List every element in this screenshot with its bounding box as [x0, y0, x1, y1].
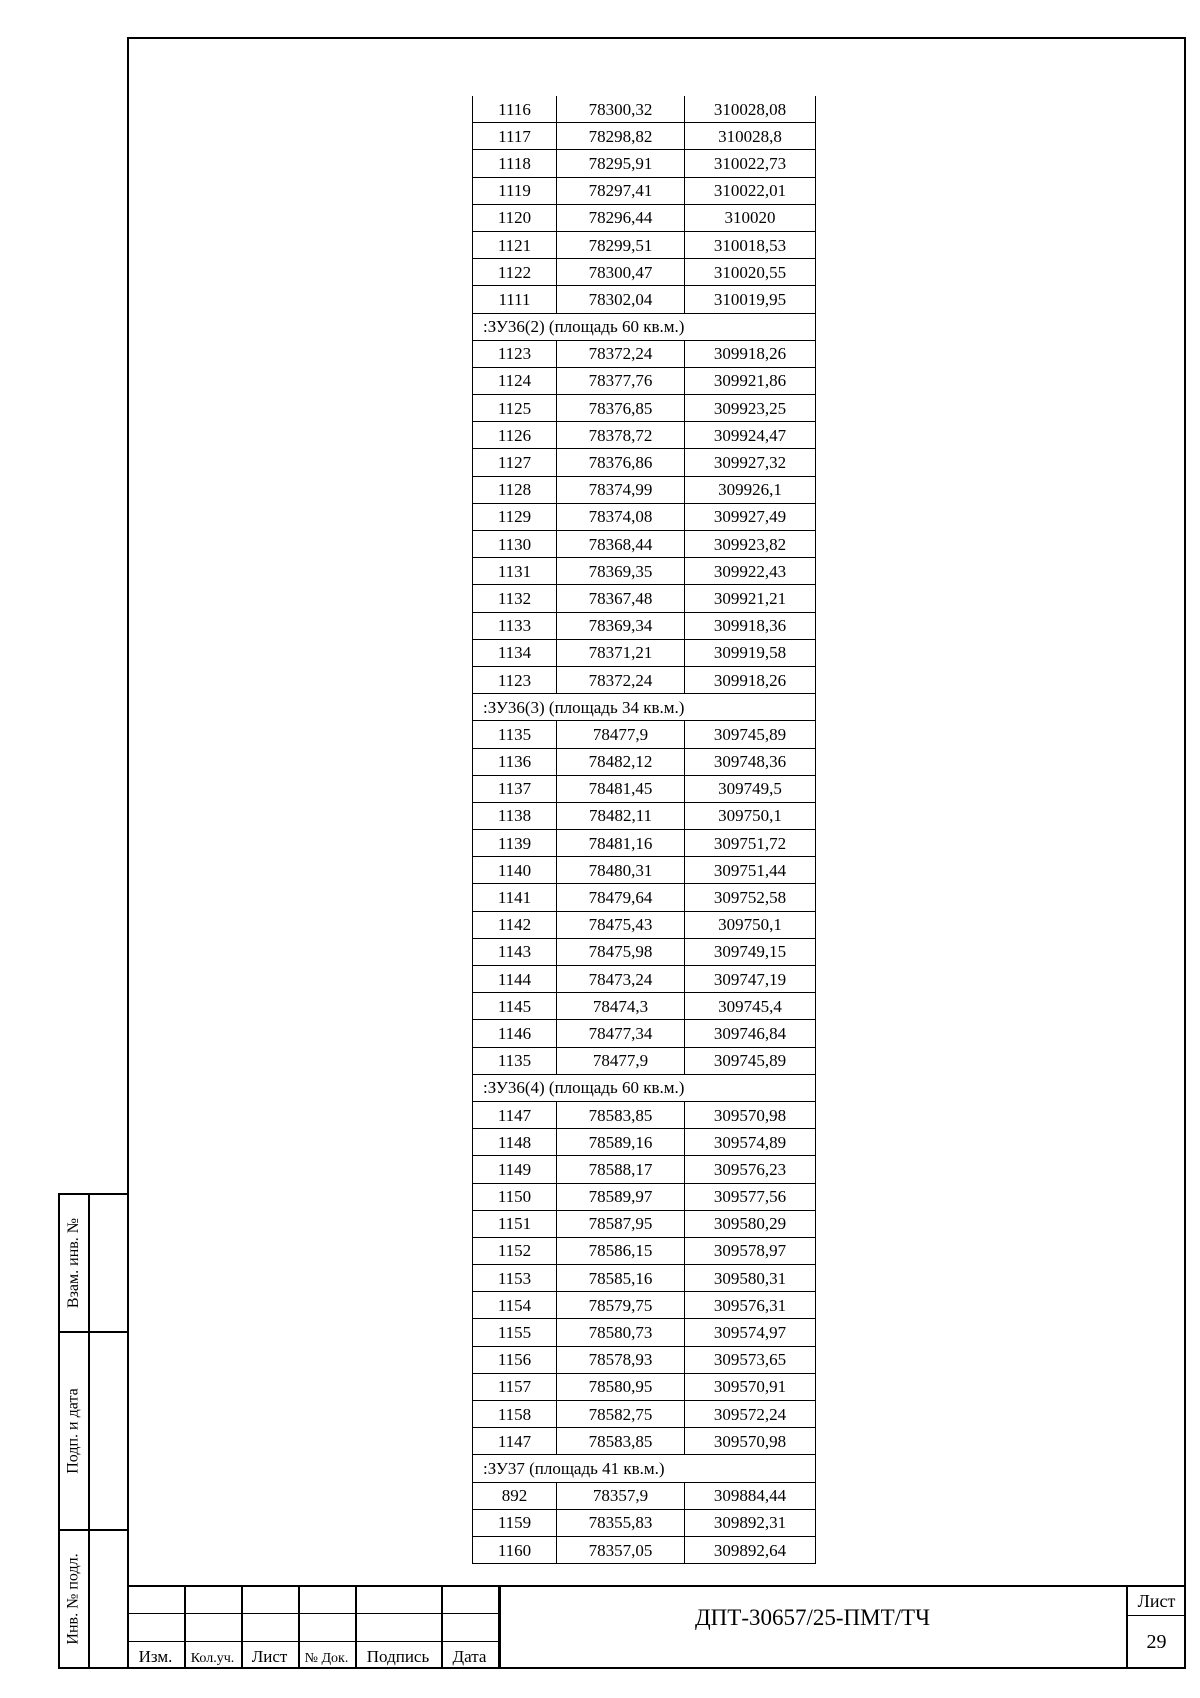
coord-y: 309570,91 — [685, 1373, 816, 1400]
table-row — [473, 721, 816, 748]
coord-x: 78300,32 — [557, 96, 685, 123]
coord-x: 78481,45 — [557, 775, 685, 802]
table-row — [473, 367, 816, 394]
table-row — [473, 558, 816, 585]
label-data: Дата — [452, 1647, 487, 1666]
point-number: 1123 — [473, 666, 557, 693]
coord-y: 309570,98 — [685, 1101, 816, 1128]
table-row — [473, 476, 816, 503]
coord-y: 309576,23 — [685, 1156, 816, 1183]
table-row — [473, 585, 816, 612]
coord-x: 78474,3 — [557, 993, 685, 1020]
point-number: 1126 — [473, 422, 557, 449]
table-row — [473, 966, 816, 993]
coord-y: 309574,89 — [685, 1129, 816, 1156]
table-row — [473, 1292, 816, 1319]
coord-x: 78479,64 — [557, 884, 685, 911]
coord-y: 309750,1 — [685, 802, 816, 829]
table-row — [473, 612, 816, 639]
coordinates-table — [472, 96, 816, 1564]
coord-y: 309580,29 — [685, 1210, 816, 1237]
coord-x: 78589,16 — [557, 1129, 685, 1156]
coord-x: 78377,76 — [557, 367, 685, 394]
coord-y: 309751,72 — [685, 830, 816, 857]
coord-y: 309745,4 — [685, 993, 816, 1020]
coord-x: 78302,04 — [557, 286, 685, 313]
point-number: 1137 — [473, 775, 557, 802]
table-row — [473, 96, 816, 123]
coord-x: 78369,34 — [557, 612, 685, 639]
table-row — [473, 666, 816, 693]
coord-y: 310018,53 — [685, 231, 816, 258]
label-podpis: Подпись — [366, 1647, 430, 1666]
table-row — [473, 395, 816, 422]
point-number: 1159 — [473, 1509, 557, 1536]
point-number: 1148 — [473, 1129, 557, 1156]
table-row — [473, 748, 816, 775]
point-number: 1121 — [473, 231, 557, 258]
table-row — [473, 1346, 816, 1373]
table-row — [473, 1319, 816, 1346]
point-number: 1122 — [473, 259, 557, 286]
table-row — [473, 639, 816, 666]
table-row — [473, 1509, 816, 1536]
coord-x: 78296,44 — [557, 204, 685, 231]
point-number: 1131 — [473, 558, 557, 585]
table-row — [473, 1401, 816, 1428]
table-row — [473, 1129, 816, 1156]
point-number: 1132 — [473, 585, 557, 612]
coord-x: 78369,35 — [557, 558, 685, 585]
point-number: 1154 — [473, 1292, 557, 1319]
point-number: 1117 — [473, 123, 557, 150]
point-number: 1124 — [473, 367, 557, 394]
point-number: 1123 — [473, 340, 557, 367]
table-row — [473, 775, 816, 802]
coord-y: 309918,36 — [685, 612, 816, 639]
point-number: 1146 — [473, 1020, 557, 1047]
side-label-inv-podl: Инв. № подл. — [65, 1553, 83, 1645]
coord-x: 78477,34 — [557, 1020, 685, 1047]
document-code: ДПТ-30657/25-ПМТ/ТЧ — [694, 1605, 931, 1630]
coord-y: 310028,08 — [685, 96, 816, 123]
point-number: 1111 — [473, 286, 557, 313]
point-number: 1156 — [473, 1346, 557, 1373]
coord-y: 310019,95 — [685, 286, 816, 313]
coord-y: 309918,26 — [685, 666, 816, 693]
point-number: 1149 — [473, 1156, 557, 1183]
coord-x: 78376,86 — [557, 449, 685, 476]
coord-x: 78582,75 — [557, 1401, 685, 1428]
table-row — [473, 802, 816, 829]
point-number: 1130 — [473, 531, 557, 558]
coord-y: 309892,31 — [685, 1509, 816, 1536]
table-row — [473, 1373, 816, 1400]
table-row — [473, 938, 816, 965]
point-number: 1160 — [473, 1536, 557, 1563]
sheet-number: 29 — [1146, 1631, 1167, 1653]
point-number: 1152 — [473, 1237, 557, 1264]
table-row — [473, 286, 816, 313]
label-kol-uch: Кол.уч. — [190, 1651, 235, 1666]
coord-y: 309892,64 — [685, 1536, 816, 1563]
coord-x: 78475,98 — [557, 938, 685, 965]
table-row — [473, 1428, 816, 1455]
coord-y: 310028,8 — [685, 123, 816, 150]
coord-x: 78583,85 — [557, 1101, 685, 1128]
side-label-podp-data: Подп. и дата — [65, 1388, 83, 1474]
table-row — [473, 857, 816, 884]
point-number: 1134 — [473, 639, 557, 666]
coord-y: 309752,58 — [685, 884, 816, 911]
coord-y: 309570,98 — [685, 1428, 816, 1455]
label-izm: Изм. — [138, 1647, 173, 1666]
coord-x: 78583,85 — [557, 1428, 685, 1455]
coord-x: 78374,08 — [557, 503, 685, 530]
point-number: 1147 — [473, 1101, 557, 1128]
coord-y: 309919,58 — [685, 639, 816, 666]
point-number: 1139 — [473, 830, 557, 857]
coord-x: 78378,72 — [557, 422, 685, 449]
point-number: 1133 — [473, 612, 557, 639]
table-section-row — [473, 694, 816, 721]
table-row — [473, 1210, 816, 1237]
point-number: 1129 — [473, 503, 557, 530]
coord-x: 78298,82 — [557, 123, 685, 150]
point-number: 1145 — [473, 993, 557, 1020]
table-row — [473, 422, 816, 449]
side-label-vzam-inv: Взам. инв. № — [65, 1217, 83, 1309]
coord-x: 78368,44 — [557, 531, 685, 558]
side-stamp-inv — [58, 1529, 127, 1669]
coord-y: 309750,1 — [685, 911, 816, 938]
point-number: 1143 — [473, 938, 557, 965]
section-label: :ЗУ36(4) (площадь 60 кв.м.) — [473, 1074, 816, 1101]
point-number: 1119 — [473, 177, 557, 204]
coord-y: 309577,56 — [685, 1183, 816, 1210]
coord-x: 78589,97 — [557, 1183, 685, 1210]
coord-y: 309924,47 — [685, 422, 816, 449]
table-row — [473, 150, 816, 177]
coord-x: 78586,15 — [557, 1237, 685, 1264]
point-number: 1147 — [473, 1428, 557, 1455]
coord-x: 78297,41 — [557, 177, 685, 204]
coord-x: 78477,9 — [557, 1047, 685, 1074]
coord-x: 78480,31 — [557, 857, 685, 884]
coord-x: 78482,12 — [557, 748, 685, 775]
coord-y: 309923,25 — [685, 395, 816, 422]
table-row — [473, 1237, 816, 1264]
point-number: 892 — [473, 1482, 557, 1509]
coord-y: 309884,44 — [685, 1482, 816, 1509]
point-number: 1151 — [473, 1210, 557, 1237]
coord-x: 78580,95 — [557, 1373, 685, 1400]
coord-y: 309573,65 — [685, 1346, 816, 1373]
coord-y: 309751,44 — [685, 857, 816, 884]
table-row — [473, 1265, 816, 1292]
coord-x: 78578,93 — [557, 1346, 685, 1373]
coord-x: 78477,9 — [557, 721, 685, 748]
table-row — [473, 503, 816, 530]
section-label: :ЗУ37 (площадь 41 кв.м.) — [473, 1455, 816, 1482]
coord-y: 309574,97 — [685, 1319, 816, 1346]
coord-x: 78580,73 — [557, 1319, 685, 1346]
point-number: 1120 — [473, 204, 557, 231]
coord-y: 309748,36 — [685, 748, 816, 775]
table-row — [473, 531, 816, 558]
coord-y: 309580,31 — [685, 1265, 816, 1292]
point-number: 1135 — [473, 721, 557, 748]
table-row — [473, 1156, 816, 1183]
coord-x: 78585,16 — [557, 1265, 685, 1292]
table-row — [473, 204, 816, 231]
coord-y: 309576,31 — [685, 1292, 816, 1319]
point-number: 1127 — [473, 449, 557, 476]
table-row — [473, 884, 816, 911]
label-list: Лист — [251, 1647, 288, 1666]
coord-x: 78481,16 — [557, 830, 685, 857]
coord-y: 309572,24 — [685, 1401, 816, 1428]
coord-x: 78367,48 — [557, 585, 685, 612]
coord-y: 309749,5 — [685, 775, 816, 802]
coord-y: 309927,49 — [685, 503, 816, 530]
point-number: 1140 — [473, 857, 557, 884]
point-number: 1138 — [473, 802, 557, 829]
coord-x: 78579,75 — [557, 1292, 685, 1319]
coord-x: 78300,47 — [557, 259, 685, 286]
coord-y: 309578,97 — [685, 1237, 816, 1264]
point-number: 1128 — [473, 476, 557, 503]
point-number: 1125 — [473, 395, 557, 422]
coord-y: 309746,84 — [685, 1020, 816, 1047]
point-number: 1142 — [473, 911, 557, 938]
table-row — [473, 1101, 816, 1128]
title-block — [127, 1585, 1186, 1669]
coord-x: 78588,17 — [557, 1156, 685, 1183]
coord-y: 310022,01 — [685, 177, 816, 204]
point-number: 1157 — [473, 1373, 557, 1400]
coord-x: 78355,83 — [557, 1509, 685, 1536]
coord-x: 78482,11 — [557, 802, 685, 829]
coord-y: 309749,15 — [685, 938, 816, 965]
table-row — [473, 340, 816, 367]
coord-y: 310022,73 — [685, 150, 816, 177]
table-row — [473, 259, 816, 286]
coord-y: 309927,32 — [685, 449, 816, 476]
section-label: :ЗУ36(2) (площадь 60 кв.м.) — [473, 313, 816, 340]
coord-x: 78376,85 — [557, 395, 685, 422]
coord-y: 309918,26 — [685, 340, 816, 367]
point-number: 1136 — [473, 748, 557, 775]
coord-x: 78295,91 — [557, 150, 685, 177]
point-number: 1150 — [473, 1183, 557, 1210]
table-row — [473, 1536, 816, 1563]
table-section-row — [473, 313, 816, 340]
coord-x: 78587,95 — [557, 1210, 685, 1237]
table-row — [473, 123, 816, 150]
coord-y: 309747,19 — [685, 966, 816, 993]
coord-y: 309921,21 — [685, 585, 816, 612]
table-row — [473, 177, 816, 204]
table-row — [473, 449, 816, 476]
table-row — [473, 1047, 816, 1074]
point-number: 1158 — [473, 1401, 557, 1428]
table-row — [473, 1020, 816, 1047]
table-row — [473, 993, 816, 1020]
coord-y: 309745,89 — [685, 1047, 816, 1074]
coord-x: 78374,99 — [557, 476, 685, 503]
coord-x: 78475,43 — [557, 911, 685, 938]
label-n-dok: № Док. — [304, 1651, 349, 1666]
coord-y: 310020,55 — [685, 259, 816, 286]
table-row — [473, 911, 816, 938]
point-number: 1118 — [473, 150, 557, 177]
coord-y: 309921,86 — [685, 367, 816, 394]
point-number: 1135 — [473, 1047, 557, 1074]
table-section-row — [473, 1074, 816, 1101]
point-number: 1155 — [473, 1319, 557, 1346]
coord-y: 309923,82 — [685, 531, 816, 558]
point-number: 1141 — [473, 884, 557, 911]
coord-x: 78357,05 — [557, 1536, 685, 1563]
table-row — [473, 1183, 816, 1210]
section-label: :ЗУ36(3) (площадь 34 кв.м.) — [473, 694, 816, 721]
table-section-row — [473, 1455, 816, 1482]
coordinates-table-body — [473, 96, 816, 1564]
coord-y: 309745,89 — [685, 721, 816, 748]
coord-x: 78357,9 — [557, 1482, 685, 1509]
coord-y: 309922,43 — [685, 558, 816, 585]
coord-x: 78372,24 — [557, 666, 685, 693]
table-row — [473, 1482, 816, 1509]
point-number: 1144 — [473, 966, 557, 993]
sheet-label: Лист — [1137, 1591, 1176, 1611]
coord-x: 78299,51 — [557, 231, 685, 258]
point-number: 1153 — [473, 1265, 557, 1292]
coord-y: 310020 — [685, 204, 816, 231]
point-number: 1116 — [473, 96, 557, 123]
coord-x: 78473,24 — [557, 966, 685, 993]
side-stamp-podp — [58, 1331, 127, 1531]
coord-x: 78371,21 — [557, 639, 685, 666]
table-row — [473, 830, 816, 857]
table-row — [473, 231, 816, 258]
coord-x: 78372,24 — [557, 340, 685, 367]
coord-y: 309926,1 — [685, 476, 816, 503]
side-stamp-vzam — [58, 1193, 127, 1333]
